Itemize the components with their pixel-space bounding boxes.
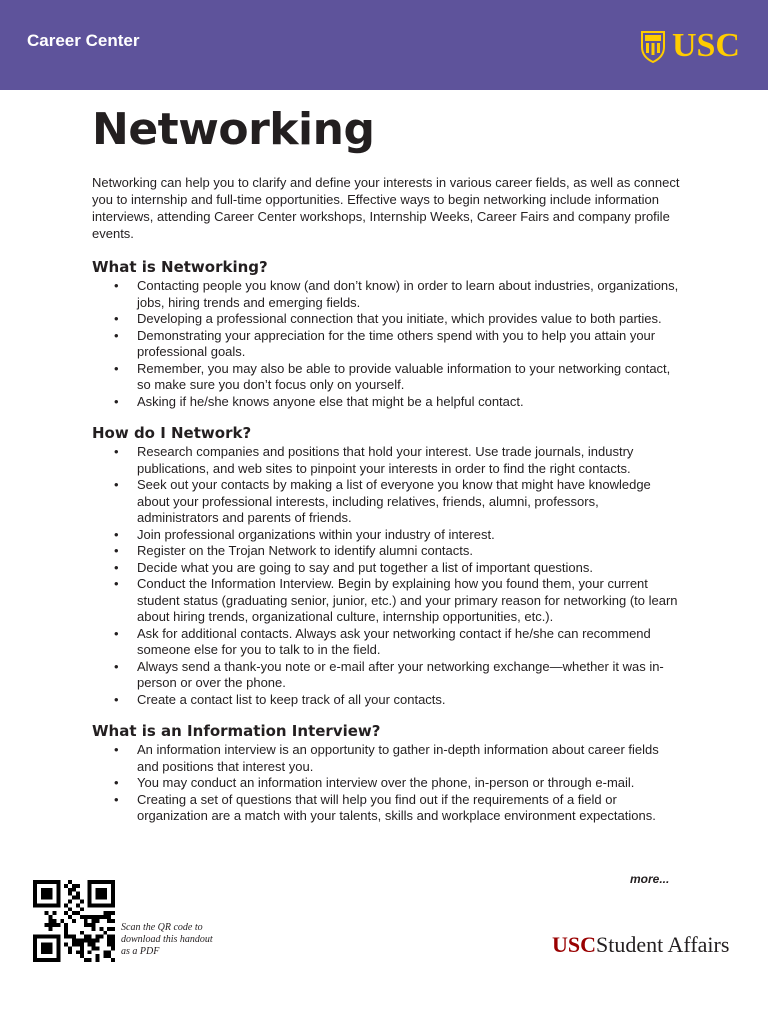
section-title: What is an Information Interview?: [92, 722, 381, 740]
list-item: • Always send a thank-you note or e-mail after your networking exchange—whether it was in-person or over the phone.: [92, 659, 682, 692]
list-item: • Ask for additional contacts. Always ask your networking contact if he/she can recommend someone else for you to talk to in the field.: [92, 626, 682, 659]
list-item: • Join professional organizations within your industry of interest.: [92, 527, 682, 544]
usc-wordmark: USC: [671, 27, 740, 64]
footer-logo-student-affairs: Student Affairs: [596, 932, 730, 957]
bullet-list: [92, 278, 682, 410]
main-content: [92, 104, 682, 839]
intro-paragraph: Networking can help you to clarify and define your interests in various career fields, as well as connect you to internship and full-time opportunities. Effective ways to begin networking include information interviews, attending Career Center workshops, Internship Weeks, Career Fairs and company profile events.: [92, 175, 680, 241]
header-title: Career Center: [27, 31, 140, 50]
qr-caption: Scan the QR code to download this handout as a PDF: [121, 922, 213, 957]
list-item: • Research companies and positions that hold your interest. Use trade journals, industry publications, and web sites to pinpoint your interests in order to find the right contacts.: [92, 444, 682, 477]
bullet-list: [92, 742, 682, 825]
page-header: [0, 0, 768, 90]
more-link: more...: [630, 872, 670, 886]
list-item: • You may conduct an information interview over the phone, in-person or through e-mail.: [92, 775, 682, 792]
qr-code-icon: [33, 880, 115, 962]
list-item: • Seek out your contacts by making a list of everyone you know that might have knowledge about your professional interests, including relatives, friends, alumni, professors, administrators and parents of friends.: [92, 477, 682, 527]
list-item: • Developing a professional connection that you initiate, which provides value to both parties.: [92, 311, 682, 328]
list-item: • Create a contact list to keep track of all your contacts.: [92, 692, 682, 709]
list-item: • Conduct the Information Interview. Begin by explaining how you found them, your current student status (graduating senior, junior, etc.) and your primary reason for networking (to learn about hiring trends, organizational culture, internship opportunities, etc.).: [92, 576, 682, 626]
bullet-list: [92, 444, 682, 708]
section-title: What is Networking?: [92, 258, 268, 276]
list-item: • Register on the Trojan Network to identify alumni contacts.: [92, 543, 682, 560]
list-item: • Contacting people you know (and don’t know) in order to learn about industries, organizations, jobs, hiring trends and emerging fields.: [92, 278, 682, 311]
footer-logo-usc: USC: [552, 932, 597, 957]
list-item: • Demonstrating your appreciation for the time others spend with you to help you attain your professional goals.: [92, 328, 682, 361]
usc-seal-icon: [640, 29, 666, 63]
usc-logo: [640, 26, 740, 66]
list-item: • An information interview is an opportunity to gather in-depth information about career fields and positions that interest you.: [92, 742, 682, 775]
page-title: Networking: [92, 104, 375, 155]
usc-student-affairs-logo: [552, 934, 729, 956]
list-item: • Decide what you are going to say and put together a list of important questions.: [92, 560, 682, 577]
list-item: • Creating a set of questions that will help you find out if the requirements of a field or organization are a match with your talents, skills and workplace environment expectations.: [92, 792, 682, 825]
list-item: • Remember, you may also be able to provide valuable information to your networking contact, so make sure you don’t focus only on yourself.: [92, 361, 682, 394]
section-title: How do I Network?: [92, 424, 252, 442]
list-item: • Asking if he/she knows anyone else that might be a helpful contact.: [92, 394, 682, 411]
